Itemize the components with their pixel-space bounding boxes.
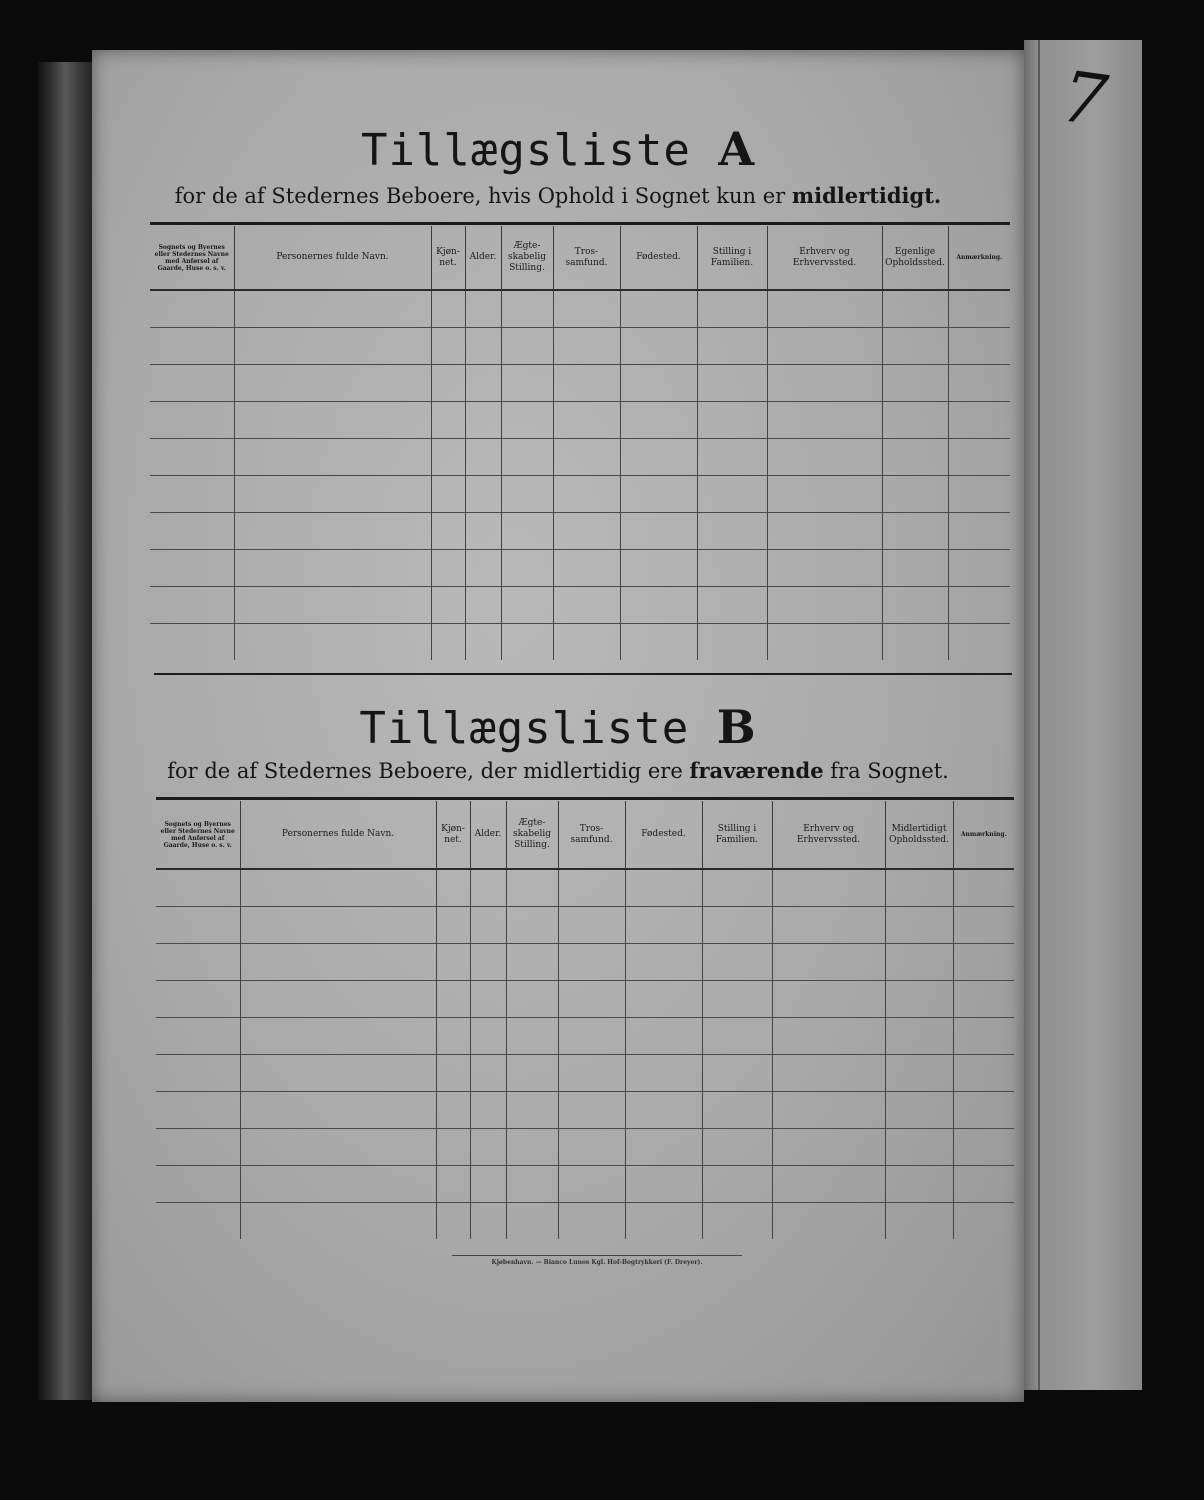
table-row	[150, 290, 1010, 327]
table-cell	[697, 327, 767, 364]
table-cell	[697, 401, 767, 438]
list-b-title-text: Tillægsliste	[359, 703, 690, 754]
table-cell	[501, 327, 553, 364]
table-row	[150, 438, 1010, 475]
census-form-page	[92, 50, 1024, 1402]
list-b-table	[156, 801, 1014, 1239]
table-cell	[558, 1091, 625, 1128]
table-cell	[553, 586, 620, 623]
table-cell	[885, 943, 953, 980]
list-b-letter: B	[716, 700, 757, 754]
table-cell	[470, 1017, 506, 1054]
table-cell	[697, 512, 767, 549]
table-cell	[697, 475, 767, 512]
table-cell	[767, 438, 882, 475]
table-cell	[882, 290, 948, 327]
table-cell	[465, 512, 501, 549]
table-cell	[465, 401, 501, 438]
table-row	[156, 1017, 1014, 1054]
table-cell	[501, 512, 553, 549]
table-cell	[702, 869, 772, 906]
table-cell	[620, 438, 697, 475]
table-cell	[240, 943, 436, 980]
book-binding-edge	[38, 62, 98, 1400]
table-cell	[150, 327, 234, 364]
table-cell	[625, 906, 702, 943]
table-cell	[953, 1054, 1014, 1091]
col-birthplace: Fødested.	[625, 801, 702, 869]
table-cell	[948, 586, 1010, 623]
table-cell	[882, 401, 948, 438]
table-cell	[953, 1128, 1014, 1165]
table-cell	[431, 512, 465, 549]
table-cell	[470, 943, 506, 980]
table-cell	[234, 438, 431, 475]
table-cell	[697, 586, 767, 623]
table-cell	[553, 438, 620, 475]
col-family-position: Stilling i Familien.	[697, 226, 767, 290]
table-cell	[625, 1091, 702, 1128]
table-cell	[620, 327, 697, 364]
table-cell	[953, 1091, 1014, 1128]
table-row	[150, 401, 1010, 438]
table-cell	[882, 364, 948, 401]
list-b-top-rule	[156, 797, 1014, 800]
table-cell	[953, 906, 1014, 943]
list-a-table	[150, 226, 1010, 660]
table-cell	[465, 364, 501, 401]
table-cell	[948, 364, 1010, 401]
table-cell	[506, 1017, 558, 1054]
table-row	[150, 586, 1010, 623]
table-cell	[885, 869, 953, 906]
table-cell	[234, 327, 431, 364]
table-cell	[625, 943, 702, 980]
table-cell	[702, 906, 772, 943]
table-cell	[953, 943, 1014, 980]
table-cell	[553, 549, 620, 586]
table-cell	[697, 549, 767, 586]
table-cell	[885, 1091, 953, 1128]
table-cell	[882, 623, 948, 660]
table-cell	[431, 549, 465, 586]
table-cell	[234, 623, 431, 660]
table-cell	[948, 401, 1010, 438]
table-cell	[772, 1165, 885, 1202]
col-marital-status: Ægte-skabelig Stilling.	[501, 226, 553, 290]
table-cell	[501, 549, 553, 586]
table-cell	[234, 364, 431, 401]
list-a-title	[92, 122, 1024, 176]
table-cell	[620, 290, 697, 327]
table-row	[156, 1091, 1014, 1128]
table-cell	[436, 869, 470, 906]
col-full-name: Personernes fulde Navn.	[240, 801, 436, 869]
table-cell	[620, 364, 697, 401]
table-cell	[470, 1054, 506, 1091]
table-cell	[702, 1091, 772, 1128]
table-cell	[431, 290, 465, 327]
table-cell	[240, 1128, 436, 1165]
table-cell	[431, 623, 465, 660]
table-cell	[553, 512, 620, 549]
table-cell	[470, 869, 506, 906]
table-cell	[702, 980, 772, 1017]
table-cell	[625, 1017, 702, 1054]
table-cell	[558, 906, 625, 943]
col-age: Alder.	[470, 801, 506, 869]
table-cell	[431, 586, 465, 623]
table-cell	[431, 438, 465, 475]
list-a-header-row	[150, 226, 1010, 290]
table-cell	[150, 364, 234, 401]
table-cell	[436, 1165, 470, 1202]
folio-number: 7	[1056, 55, 1113, 143]
table-cell	[558, 1054, 625, 1091]
table-cell	[948, 438, 1010, 475]
table-cell	[702, 1054, 772, 1091]
table-cell	[772, 1128, 885, 1165]
table-cell	[625, 1202, 702, 1239]
table-cell	[470, 1202, 506, 1239]
table-cell	[553, 327, 620, 364]
table-cell	[702, 1165, 772, 1202]
table-cell	[772, 1017, 885, 1054]
table-cell	[620, 475, 697, 512]
table-cell	[506, 1128, 558, 1165]
col-remarks: Anmærkning.	[953, 801, 1014, 869]
table-cell	[558, 1017, 625, 1054]
table-row	[150, 364, 1010, 401]
table-cell	[767, 475, 882, 512]
table-cell	[156, 869, 240, 906]
table-cell	[156, 1165, 240, 1202]
table-cell	[767, 549, 882, 586]
table-row	[150, 475, 1010, 512]
table-cell	[156, 943, 240, 980]
table-cell	[156, 1017, 240, 1054]
table-cell	[948, 549, 1010, 586]
table-cell	[465, 475, 501, 512]
table-cell	[882, 586, 948, 623]
page-gutter-line	[1038, 40, 1040, 1390]
table-cell	[501, 290, 553, 327]
table-cell	[470, 1128, 506, 1165]
table-cell	[431, 364, 465, 401]
table-row	[156, 869, 1014, 906]
table-cell	[506, 1091, 558, 1128]
table-cell	[436, 1054, 470, 1091]
table-cell	[558, 1165, 625, 1202]
table-cell	[558, 943, 625, 980]
table-cell	[150, 623, 234, 660]
table-cell	[150, 401, 234, 438]
table-cell	[885, 1202, 953, 1239]
list-b-subtitle-text: for de af Stedernes Beboere, der midlertidig ere	[167, 759, 683, 783]
table-cell	[465, 327, 501, 364]
table-cell	[882, 512, 948, 549]
table-cell	[240, 1091, 436, 1128]
table-cell	[882, 475, 948, 512]
table-cell	[431, 475, 465, 512]
table-cell	[767, 327, 882, 364]
list-a-rows	[150, 290, 1010, 660]
table-cell	[553, 364, 620, 401]
section-divider	[154, 673, 1012, 675]
list-b-subtitle-bold: fraværende	[689, 758, 824, 783]
table-cell	[767, 512, 882, 549]
table-cell	[702, 1202, 772, 1239]
table-cell	[620, 549, 697, 586]
list-a-top-rule	[150, 222, 1010, 225]
table-cell	[506, 943, 558, 980]
table-cell	[767, 586, 882, 623]
table-cell	[697, 364, 767, 401]
table-cell	[156, 1202, 240, 1239]
table-cell	[767, 364, 882, 401]
list-a-subtitle-bold: midlertidigt.	[791, 183, 942, 208]
table-cell	[625, 1128, 702, 1165]
table-cell	[150, 290, 234, 327]
table-row	[156, 1128, 1014, 1165]
table-cell	[436, 1091, 470, 1128]
table-cell	[697, 438, 767, 475]
list-a-title-text: Tillægsliste	[360, 125, 691, 176]
table-cell	[470, 1091, 506, 1128]
table-cell	[436, 980, 470, 1017]
col-sex: Kjøn-net.	[436, 801, 470, 869]
table-cell	[772, 943, 885, 980]
table-cell	[506, 980, 558, 1017]
table-cell	[156, 980, 240, 1017]
table-cell	[156, 1091, 240, 1128]
table-cell	[885, 1017, 953, 1054]
table-cell	[436, 1202, 470, 1239]
table-cell	[772, 1091, 885, 1128]
col-occupation: Erhverv og Erhvervssted.	[772, 801, 885, 869]
table-cell	[772, 1202, 885, 1239]
table-cell	[767, 401, 882, 438]
table-cell	[234, 401, 431, 438]
table-cell	[948, 512, 1010, 549]
table-cell	[767, 623, 882, 660]
table-cell	[156, 1054, 240, 1091]
table-cell	[885, 980, 953, 1017]
table-cell	[506, 1202, 558, 1239]
table-row	[150, 512, 1010, 549]
table-cell	[625, 1165, 702, 1202]
list-b-title	[92, 700, 1024, 754]
list-a-subtitle	[92, 183, 1024, 208]
adjacent-page-edge	[1024, 40, 1142, 1390]
table-cell	[702, 1128, 772, 1165]
table-cell	[948, 475, 1010, 512]
table-cell	[501, 401, 553, 438]
table-cell	[470, 980, 506, 1017]
table-cell	[882, 327, 948, 364]
col-location: Sognets og Byernes eller Stedernes Navne med Anførsel af Gaarde, Huse o. s. v.	[160, 820, 235, 849]
table-cell	[470, 1165, 506, 1202]
table-cell	[240, 869, 436, 906]
table-cell	[697, 623, 767, 660]
table-cell	[620, 401, 697, 438]
table-cell	[234, 475, 431, 512]
table-cell	[240, 1017, 436, 1054]
table-cell	[885, 1054, 953, 1091]
table-cell	[558, 1202, 625, 1239]
table-cell	[702, 943, 772, 980]
list-b-header-row	[156, 801, 1014, 869]
table-cell	[150, 438, 234, 475]
col-religion: Tros-samfund.	[558, 801, 625, 869]
table-cell	[953, 1202, 1014, 1239]
table-row	[156, 1165, 1014, 1202]
table-row	[150, 327, 1010, 364]
table-cell	[953, 1165, 1014, 1202]
col-temporary-residence: Midlertidigt Opholdssted.	[885, 801, 953, 869]
table-cell	[702, 1017, 772, 1054]
table-cell	[436, 1017, 470, 1054]
table-cell	[558, 980, 625, 1017]
table-cell	[150, 475, 234, 512]
table-cell	[150, 549, 234, 586]
table-cell	[953, 980, 1014, 1017]
table-cell	[882, 438, 948, 475]
table-cell	[501, 364, 553, 401]
table-cell	[885, 906, 953, 943]
table-cell	[620, 586, 697, 623]
table-cell	[558, 1128, 625, 1165]
col-sex: Kjøn-net.	[431, 226, 465, 290]
table-cell	[156, 1128, 240, 1165]
table-cell	[948, 327, 1010, 364]
table-row	[156, 943, 1014, 980]
table-row	[156, 1054, 1014, 1091]
list-b-rows	[156, 869, 1014, 1239]
table-cell	[506, 1054, 558, 1091]
table-row	[156, 980, 1014, 1017]
table-cell	[625, 869, 702, 906]
table-cell	[506, 869, 558, 906]
list-a-letter: A	[718, 122, 756, 176]
col-actual-residence: Egenlige Opholdssted.	[882, 226, 948, 290]
table-cell	[240, 1054, 436, 1091]
table-cell	[948, 623, 1010, 660]
table-row	[156, 906, 1014, 943]
table-cell	[234, 549, 431, 586]
table-cell	[948, 290, 1010, 327]
table-row	[156, 1202, 1014, 1239]
table-cell	[240, 1202, 436, 1239]
table-cell	[625, 1054, 702, 1091]
table-cell	[882, 549, 948, 586]
col-full-name: Personernes fulde Navn.	[234, 226, 431, 290]
table-cell	[465, 549, 501, 586]
table-cell	[620, 512, 697, 549]
table-row	[150, 549, 1010, 586]
list-b-subtitle-end: fra Sognet.	[830, 759, 949, 783]
table-cell	[767, 290, 882, 327]
table-cell	[553, 401, 620, 438]
table-cell	[431, 401, 465, 438]
table-cell	[553, 290, 620, 327]
table-cell	[772, 1054, 885, 1091]
table-cell	[553, 475, 620, 512]
table-cell	[772, 869, 885, 906]
table-cell	[240, 1165, 436, 1202]
table-cell	[501, 438, 553, 475]
table-cell	[465, 290, 501, 327]
table-cell	[501, 475, 553, 512]
table-cell	[240, 980, 436, 1017]
table-cell	[470, 906, 506, 943]
table-cell	[885, 1128, 953, 1165]
col-occupation: Erhverv og Erhvervssted.	[767, 226, 882, 290]
col-remarks: Anmærkning.	[948, 226, 1010, 290]
table-cell	[506, 1165, 558, 1202]
table-cell	[953, 869, 1014, 906]
table-cell	[436, 1128, 470, 1165]
printer-imprint: Kjøbenhavn. — Bianco Lunos Kgl. Hof-Bogtrykkeri (F. Dreyer).	[452, 1255, 742, 1266]
list-a-subtitle-text: for de af Stedernes Beboere, hvis Ophold i Sognet kun er	[174, 184, 786, 208]
table-cell	[620, 623, 697, 660]
col-family-position: Stilling i Familien.	[702, 801, 772, 869]
table-cell	[156, 906, 240, 943]
table-cell	[436, 943, 470, 980]
table-cell	[553, 623, 620, 660]
table-cell	[501, 623, 553, 660]
col-birthplace: Fødested.	[620, 226, 697, 290]
table-cell	[697, 290, 767, 327]
table-cell	[885, 1165, 953, 1202]
table-cell	[240, 906, 436, 943]
col-marital-status: Ægte-skabelig Stilling.	[506, 801, 558, 869]
table-cell	[506, 906, 558, 943]
table-cell	[150, 586, 234, 623]
col-age: Alder.	[465, 226, 501, 290]
table-cell	[501, 586, 553, 623]
table-cell	[772, 906, 885, 943]
table-cell	[234, 586, 431, 623]
col-location: Sognets og Byernes eller Stedernes Navne med Anførsel af Gaarde, Huse o. s. v.	[154, 243, 229, 272]
table-cell	[558, 869, 625, 906]
table-cell	[234, 512, 431, 549]
table-cell	[465, 438, 501, 475]
col-religion: Tros-samfund.	[553, 226, 620, 290]
table-cell	[465, 623, 501, 660]
table-row	[150, 623, 1010, 660]
table-cell	[431, 327, 465, 364]
table-cell	[772, 980, 885, 1017]
table-cell	[465, 586, 501, 623]
table-cell	[234, 290, 431, 327]
list-b-subtitle	[92, 758, 1024, 783]
table-cell	[436, 906, 470, 943]
table-cell	[625, 980, 702, 1017]
table-cell	[953, 1017, 1014, 1054]
table-cell	[150, 512, 234, 549]
